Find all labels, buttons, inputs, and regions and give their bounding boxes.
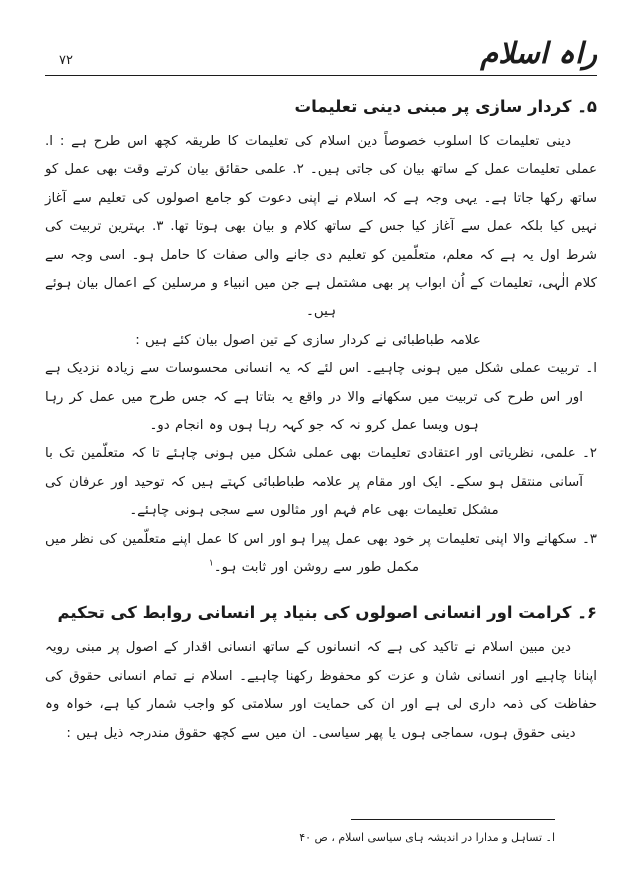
footnote-area: [45, 819, 597, 846]
footnote-divider: [351, 819, 555, 820]
section-5-heading: ۵۔ کردار سازی پر مبنی دینی تعلیمات: [294, 96, 597, 116]
book-title-calligraphy: راہ اسلام: [480, 36, 597, 70]
section-6-paragraph: دین مبین اسلام نے تاکید کی ہے کہ انسانوں کے ساتھ انسانی اقدار کے اصول پر مبنی رویہ اپنانا چاہیے اور انسانی شان و عزت کو محفوظ رکھنا چاہیے۔ اسلام نے تمام انسانی حقوق کی حفاظت کی ذمہ داری لی ہے اور ان کی حمایت اور سلامتی کو واجب شمار کیا ہے، خواہ وہ دینی حقوق ہوں، سماجی ہوں یا پھر سیاسی۔ ان میں سے کچھ حقوق مندرجہ ذیل ہیں :: [45, 640, 597, 741]
principle-item-3: [45, 526, 597, 583]
principle-item-3-text: ۳۔ سکھانے والا اپنی تعلیمات پر خود بھی عمل پیرا ہو اور اس کا عمل اپنے متعلّمین کی نظر میں مکمل طور سے روشن اور ثابت ہو۔: [45, 531, 597, 575]
page-number: ۷۲: [59, 52, 73, 68]
principles-intro-line: علامہ طباطبائی نے کردار سازی کے تین اصول بیان کئے ہیں :: [135, 332, 481, 348]
footnote-reference-marker: ۱: [208, 558, 214, 569]
principle-item-2: ۲۔ علمی، نظریاتی اور اعتقادی تعلیمات بھی عملی شکل میں ہونی چاہئے تا کہ متعلّمین تک با آسانی منتقل ہو سکے۔ ایک اور مقام پر علامہ طباطبائی کہتے ہیں کہ توحید اور عرفان کی مشکل تعلیمات بھی عام فہم اور مثالوں سے سجی ہونی چاہئے۔: [45, 446, 597, 519]
section-6-heading: ۶۔ کرامت اور انسانی اصولوں کی بنیاد پر انسانی روابط کی تحکیم: [57, 603, 597, 623]
page-header: [45, 38, 597, 76]
principle-item-1: ا۔ تربیت عملی شکل میں ہونی چاہیے۔ اس لئے کہ یہ انسانی محسوسات سے زیادہ نزدیک ہے اور اس طرح کی تربیت میں سکھانے والا در واقع یہ بتاتا ہے کہ جس طرح میں عمل کر رہا ہوں ویسا عمل کرو نہ کہ جو کہہ رہا ہوں وہ انجام دو۔: [45, 361, 597, 433]
footnote-text: ا۔ تساہل و مدارا در اندیشہ ہای سیاسی اسلام ، ص ۴۰: [299, 831, 555, 844]
page-body: [45, 92, 597, 748]
section-5-intro-paragraph: دینی تعلیمات کا اسلوب خصوصاً دین اسلام کی تعلیمات کا طریقہ کچھ اس طرح ہے : ا. عملی تعلیمات عمل کے ساتھ بیان کی جاتی ہیں۔ ۲. علمی حقائق بیان کرتے وقت بھی عمل کو ساتھ رکھا جاتا ہے۔ یہی وجہ ہے کہ اسلام نے اپنی دعوت کو جامع اصولوں کی تعلیم سے آغاز نہیں کیا بلکہ عمل سے آغاز کیا جس کے ساتھ کلام و بیان بھی ہوتا تھا. ۳. بہترین تربیت کی شرط اول یہ ہے کہ معلم، متعلّمین کو تعلیم دی جانے والی صفات کا حامل ہو۔ اسی وجہ سے کلام الٰہی، تعلیمات کے اُن ابواب پر بھی مشتمل ہے جن میں انبیاء و مرسلین کے اعمال بیان ہوئے ہیں۔: [45, 133, 597, 320]
